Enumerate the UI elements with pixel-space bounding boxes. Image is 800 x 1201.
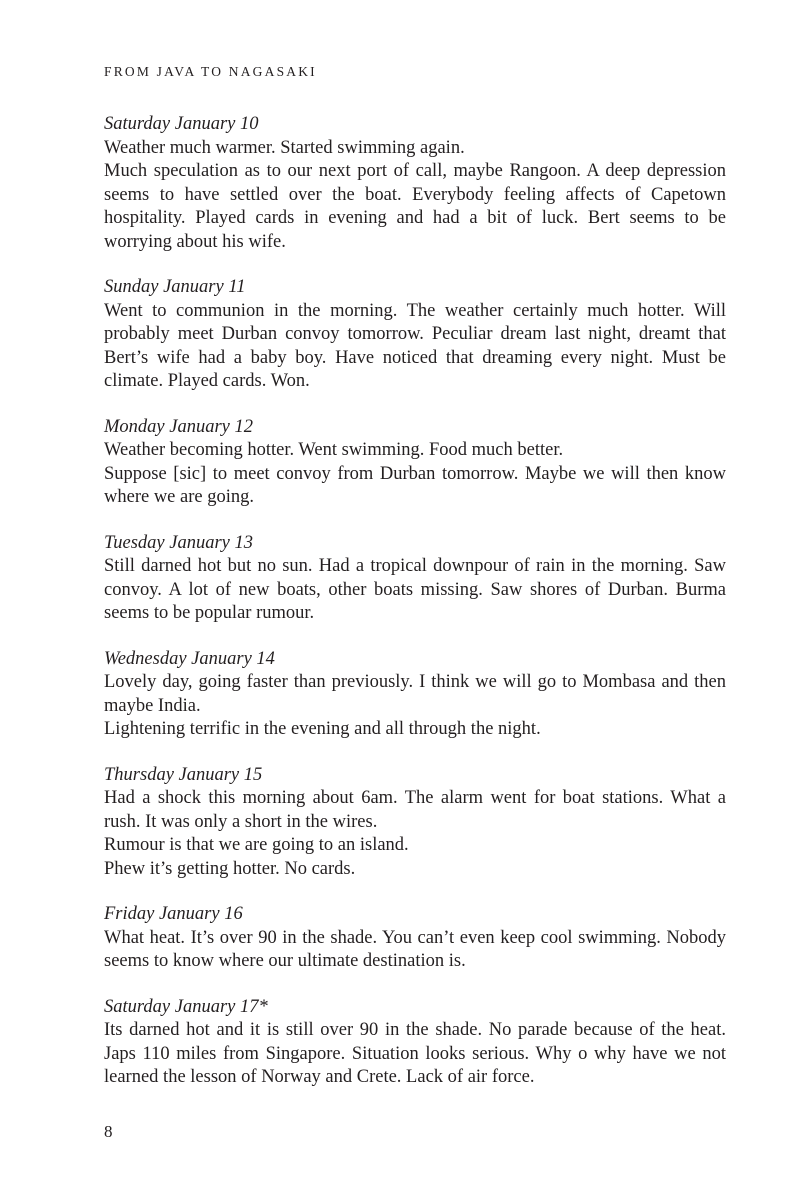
entry-date: Friday January 16	[104, 904, 243, 924]
diary-entry	[104, 648, 726, 742]
page-number: 8	[104, 1122, 113, 1141]
diary-entry	[104, 903, 726, 974]
diary-entry	[104, 764, 726, 882]
entry-paragraph: Much speculation as to our next port of call, maybe Rangoon. A deep depression seems to have settled over the boat. Everybody feeling affects of Capetown hospitality. Played cards in evening and had a bit of luck. Bert seems to be worrying about his wife.	[104, 161, 726, 252]
entry-paragraph: Lovely day, going faster than previously. I think we will go to Mombasa and then maybe India.	[104, 672, 726, 716]
entry-paragraph: Phew it’s getting hotter. No cards.	[104, 858, 356, 879]
entry-paragraph: Suppose [sic] to meet convoy from Durban tomorrow. Maybe we will then know where we are going.	[104, 463, 726, 507]
diary-entry	[104, 996, 726, 1090]
entry-paragraph: Weather much warmer. Started swimming again.	[104, 137, 465, 158]
entry-paragraph: Lightening terrific in the evening and all through the night.	[104, 719, 541, 739]
book-page	[104, 0, 726, 1201]
entry-paragraph: Weather becoming hotter. Went swimming. Food much better.	[104, 440, 564, 460]
running-head: FROM JAVA TO NAGASAKI	[104, 64, 317, 79]
entry-date: Monday January 12	[104, 416, 253, 437]
entry-paragraph: Still darned hot but no sun. Had a tropical downpour of rain in the morning. Saw convoy. A lot of new boats, other boats missing. Saw shores of Durban. Burma seems to be popular rumour.	[104, 556, 726, 623]
diary-entry	[104, 532, 726, 626]
entry-date: Wednesday January 14	[104, 648, 275, 669]
entry-paragraph: Rumour is that we are going to an island.	[104, 835, 409, 855]
diary-entry	[104, 416, 726, 510]
entry-paragraph: What heat. It’s over 90 in the shade. You can’t even keep cool swimming. Nobody seems to know where our ultimate destination is.	[104, 927, 726, 971]
entry-date: Saturday January 17*	[104, 996, 268, 1017]
entry-date: Sunday January 11	[104, 277, 246, 297]
diary-entry	[104, 276, 726, 394]
diary-entries	[104, 113, 726, 1112]
entry-paragraph: Went to communion in the morning. The weather certainly much hotter. Will probably meet Durban convoy tomorrow. Peculiar dream last night, dreamt that Bert’s wife had a baby boy. Have noticed that dreaming every night. Must be climate. Played cards. Won.	[104, 300, 726, 391]
entry-date: Thursday January 15	[104, 764, 263, 785]
diary-entry	[104, 113, 726, 254]
entry-paragraph: Its darned hot and it is still over 90 in the shade. No parade because of the heat. Japs 110 miles from Singapore. Situation looks serious. Why o why have we not learned the lesson of Norway and Crete. Lack of air force.	[104, 1020, 726, 1087]
entry-date: Saturday January 10	[104, 114, 259, 134]
entry-paragraph: Had a shock this morning about 6am. The alarm went for boat stations. What a rush. It was only a short in the wires.	[104, 788, 726, 832]
entry-date: Tuesday January 13	[104, 532, 254, 553]
